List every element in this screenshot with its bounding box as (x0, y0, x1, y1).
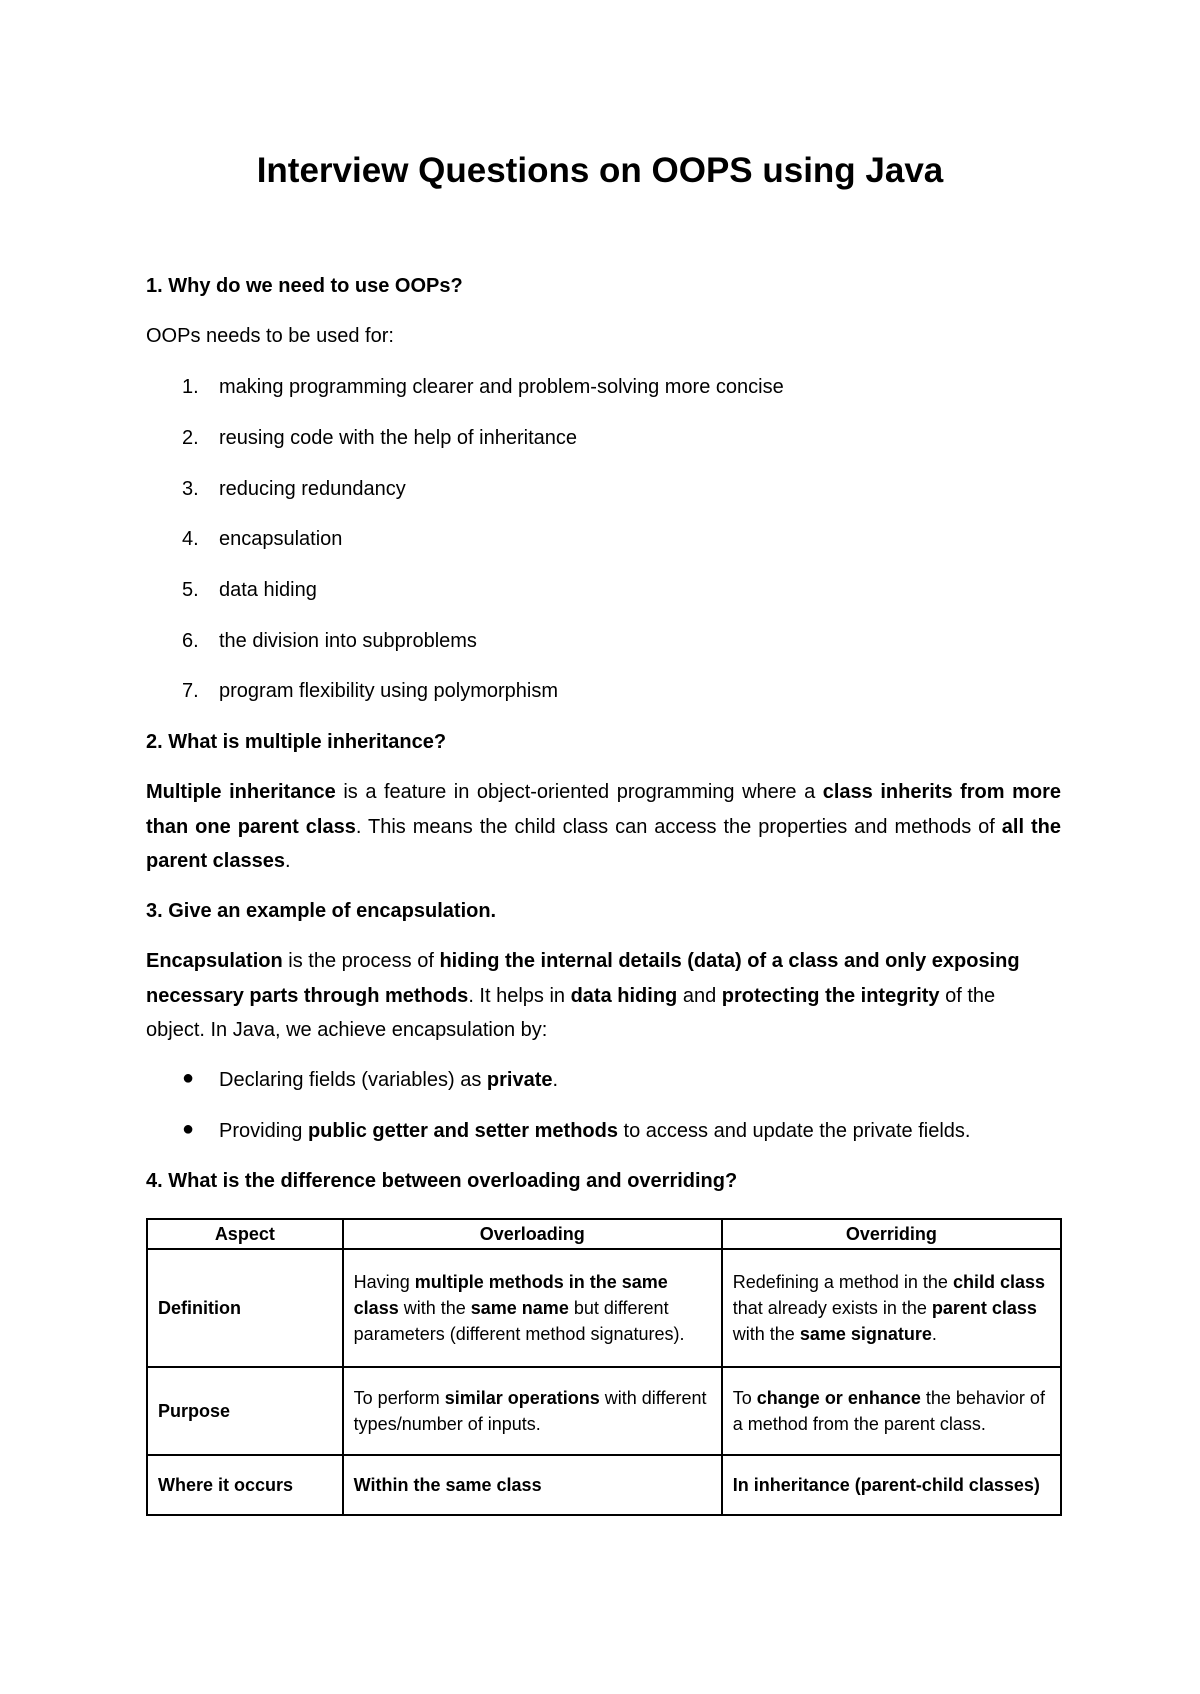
bold-term: private (486, 1069, 553, 1091)
answer-text: is the process of (282, 950, 440, 972)
table-cell: In inheritance (parent-child classes) (722, 1455, 1061, 1515)
question-1-intro: OOPs needs to be used for: (146, 325, 394, 347)
list-number: 1. (182, 376, 199, 398)
bold-term: change or enhance (756, 1388, 921, 1408)
table-row (147, 1249, 1061, 1367)
cell-text: Having (353, 1272, 415, 1292)
column-header: Aspect (147, 1219, 343, 1249)
list-item (182, 628, 477, 654)
table-cell (343, 1367, 722, 1455)
table-row (147, 1367, 1061, 1455)
answer-text: of the object. In Java, we achieve encapsulation by: (146, 984, 996, 1041)
list-number: 6. (182, 630, 199, 652)
list-text: the division into subproblems (219, 630, 477, 652)
answer-text: is a feature in object-oriented programming where a (335, 781, 823, 803)
bullet-text: to access and update the private fields. (618, 1120, 971, 1142)
bold-term: all the parent classes (146, 815, 1061, 872)
page-title: Interview Questions on OOPS using Java (256, 151, 944, 190)
list-number: 3. (182, 478, 199, 500)
column-header: Overriding (722, 1219, 1061, 1249)
cell-text: . (931, 1324, 937, 1344)
bold-term: multiple methods in the same class (353, 1272, 668, 1318)
question-3-answer (146, 944, 1026, 1048)
list-item (182, 425, 577, 451)
cell-text: Redefining a method in the (732, 1272, 953, 1292)
bold-term: hiding the internal details (data) of a class and only exposing necessary parts through methods (146, 950, 1020, 1007)
bold-term: Multiple inheritance (146, 781, 336, 803)
table-cell (343, 1249, 722, 1367)
cell-text: that already exists in the (732, 1298, 932, 1318)
table-cell (722, 1367, 1061, 1455)
cell-text: with the (398, 1298, 471, 1318)
bold-term: child class (952, 1272, 1045, 1292)
list-text: reusing code with the help of inheritance (219, 427, 578, 449)
answer-text: . This means the child class can access the properties and methods of (355, 815, 1002, 838)
list-number: 5. (182, 579, 199, 601)
list-text: making programming clearer and problem-solving more concise (219, 376, 784, 398)
bold-term: same signature (799, 1324, 932, 1344)
table-row (147, 1455, 1061, 1515)
bold-term: parent class (931, 1298, 1037, 1318)
list-number: 2. (182, 427, 199, 449)
question-2: 2. What is multiple inheritance? (146, 731, 447, 753)
answer-text: . It helps in (468, 984, 571, 1007)
bold-term: class inherits from more than one parent class (146, 781, 1061, 838)
bold-term: public getter and setter methods (307, 1120, 618, 1142)
list-text: program flexibility using polymorphism (219, 680, 559, 702)
table-cell: Within the same class (343, 1455, 722, 1515)
cell-text: but different parameters (different method signatures). (353, 1298, 685, 1344)
column-header: Overloading (343, 1219, 722, 1249)
bold-term: protecting the integrity (721, 984, 940, 1007)
bullet-item (182, 1118, 970, 1144)
list-item (182, 476, 406, 502)
row-header: Purpose (147, 1367, 343, 1455)
answer-text: and (677, 984, 722, 1007)
cell-text: To perform (353, 1388, 445, 1408)
list-text: reducing redundancy (219, 478, 406, 500)
row-header: Definition (147, 1249, 343, 1367)
cell-text: with different types/number of inputs. (353, 1388, 707, 1434)
cell-text: with the (732, 1324, 800, 1344)
cell-text: the behavior of a method from the parent class. (732, 1388, 1045, 1434)
bold-term: Encapsulation (146, 950, 283, 972)
bullet-text: . (552, 1069, 559, 1091)
list-text: encapsulation (219, 528, 343, 550)
table-cell (722, 1249, 1061, 1367)
list-number: 7. (182, 680, 199, 702)
comparison-table (146, 1218, 1062, 1516)
question-3: 3. Give an example of encapsulation. (146, 900, 497, 922)
bullet-text: Providing (219, 1120, 308, 1142)
cell-text: To (732, 1388, 757, 1408)
question-4: 4. What is the difference between overloading and overriding? (146, 1170, 738, 1192)
row-header: Where it occurs (147, 1455, 343, 1515)
bullet-item (182, 1067, 558, 1093)
list-item (182, 678, 558, 704)
question-1: 1. Why do we need to use OOPs? (146, 275, 463, 297)
question-2-answer (146, 775, 1061, 879)
bold-term: similar operations (444, 1388, 600, 1408)
answer-text: . (284, 850, 291, 872)
bullet-icon: ● (182, 1067, 195, 1089)
bullet-text: Declaring fields (variables) as (219, 1069, 487, 1091)
bold-term: same name (470, 1298, 569, 1318)
list-item (182, 374, 784, 400)
list-number: 4. (182, 528, 199, 550)
bullet-icon: ● (182, 1118, 195, 1140)
list-item (182, 526, 342, 552)
list-text: data hiding (219, 579, 317, 601)
table-header-row (147, 1219, 1061, 1249)
bold-term: data hiding (570, 984, 678, 1007)
list-item (182, 577, 317, 603)
